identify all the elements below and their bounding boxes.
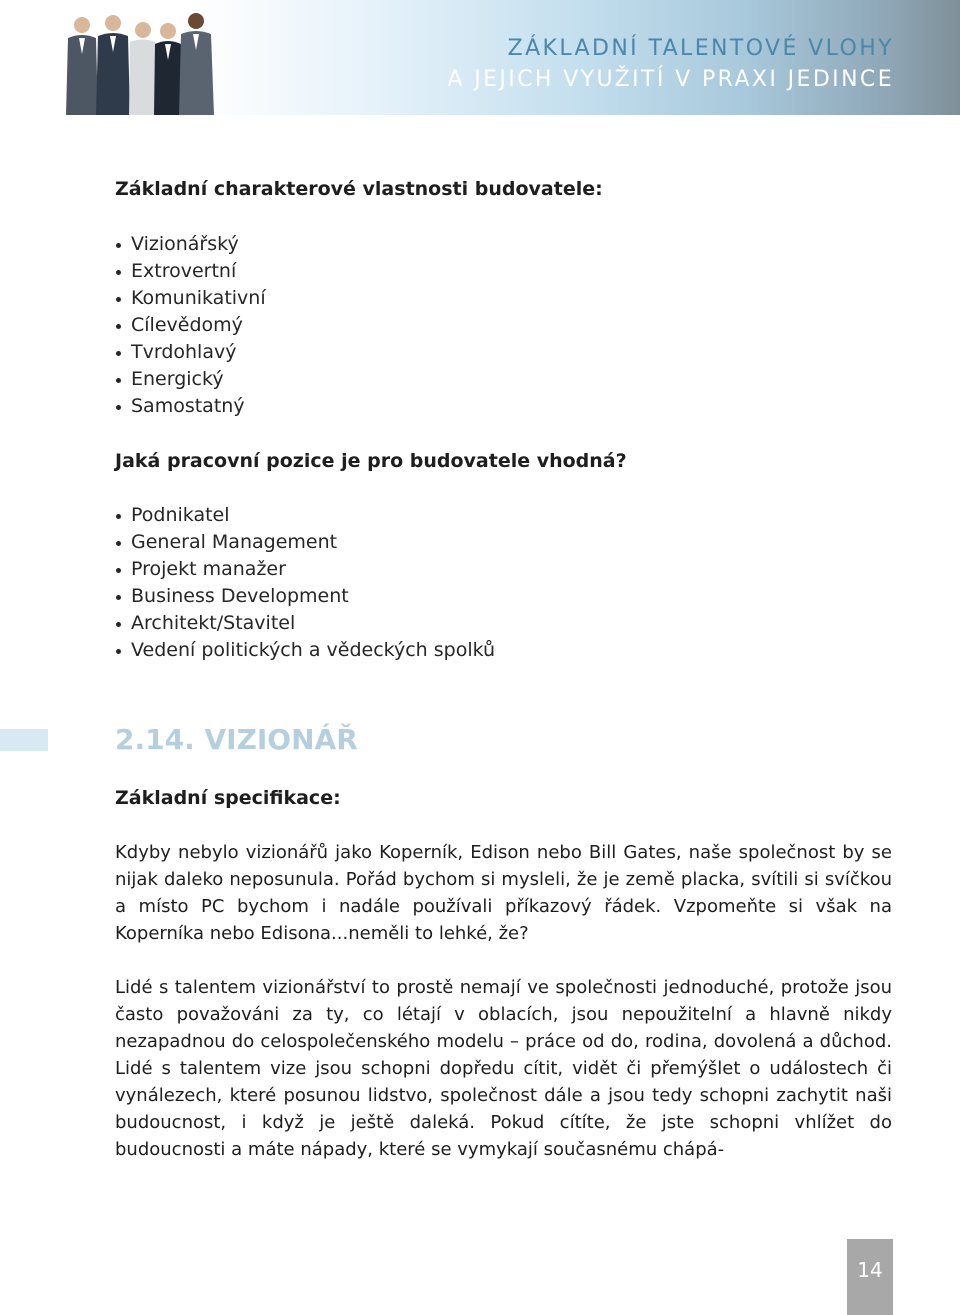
list-item: Extrovertní	[115, 258, 266, 285]
section-heading	[115, 722, 358, 758]
list-item: General Management	[115, 529, 495, 556]
list-item: Architekt/Stavitel	[115, 610, 495, 637]
section-title: VIZIONÁŘ	[204, 723, 358, 756]
list-item: Komunikativní	[115, 285, 266, 312]
paragraph-intro: Kdyby nebylo vizionářů jako Koperník, Edison nebo Bill Gates, naše společnost by se nijak daleko neposunula. Pořád bychom si mysleli, že je země placka, svítili si svíčkou a místo PC bychom i nadále používali příkazový řádek. Vzpomeňte si však na Koperníka nebo Edisona...neměli to lehké, že?	[115, 842, 892, 944]
traits-list	[115, 231, 266, 420]
page-header	[0, 0, 960, 115]
list-item: Energický	[115, 366, 266, 393]
section-marker-bar	[0, 729, 48, 751]
positions-list	[115, 502, 495, 664]
header-title-line2: A JEJICH VYUŽITÍ V PRAXI JEDINCE	[447, 67, 894, 92]
section-subheading: Základní specifikace:	[115, 787, 341, 809]
list-item: Business Development	[115, 583, 495, 610]
paragraph-talent: Lidé s talentem vizionářství to prostě nemají ve společnosti jednoduché, protože jsou často považováni za ty, co létají v oblacích, jsou nepoužitelní a hlavně nikdy nezapadnou do celospolečenského modelu – práce od do, rodina, dovolená a důchod. Lidé s talentem vize jsou schopni dopředu cítit, vidět či přemýšlet o událostech či vynálezech, které posunou lidstvo, společnost dále a jsou tedy schopni zachytit naši budoucnost, i když je ještě daleká. Pokud cítíte, že jste schopni vhlížet do budoucnosti a máte nápady, které se vymykají současnému chápá-	[115, 977, 892, 1160]
traits-heading: Základní charakterové vlastnosti budovatele:	[115, 178, 603, 200]
section-number: 2.14.	[115, 723, 195, 756]
list-item: Tvrdohlavý	[115, 339, 266, 366]
header-title	[447, 33, 894, 95]
list-item: Cílevědomý	[115, 312, 266, 339]
list-item: Projekt manažer	[115, 556, 495, 583]
positions-heading: Jaká pracovní pozice je pro budovatele vhodná?	[115, 450, 627, 472]
list-item: Samostatný	[115, 393, 266, 420]
page-number: 14	[847, 1239, 893, 1315]
header-title-line1: ZÁKLADNÍ TALENTOVÉ VLOHY	[507, 36, 894, 61]
business-people-photo	[60, 8, 220, 115]
list-item: Vizionářský	[115, 231, 266, 258]
list-item: Podnikatel	[115, 502, 495, 529]
list-item: Vedení politických a vědeckých spolků	[115, 637, 495, 664]
